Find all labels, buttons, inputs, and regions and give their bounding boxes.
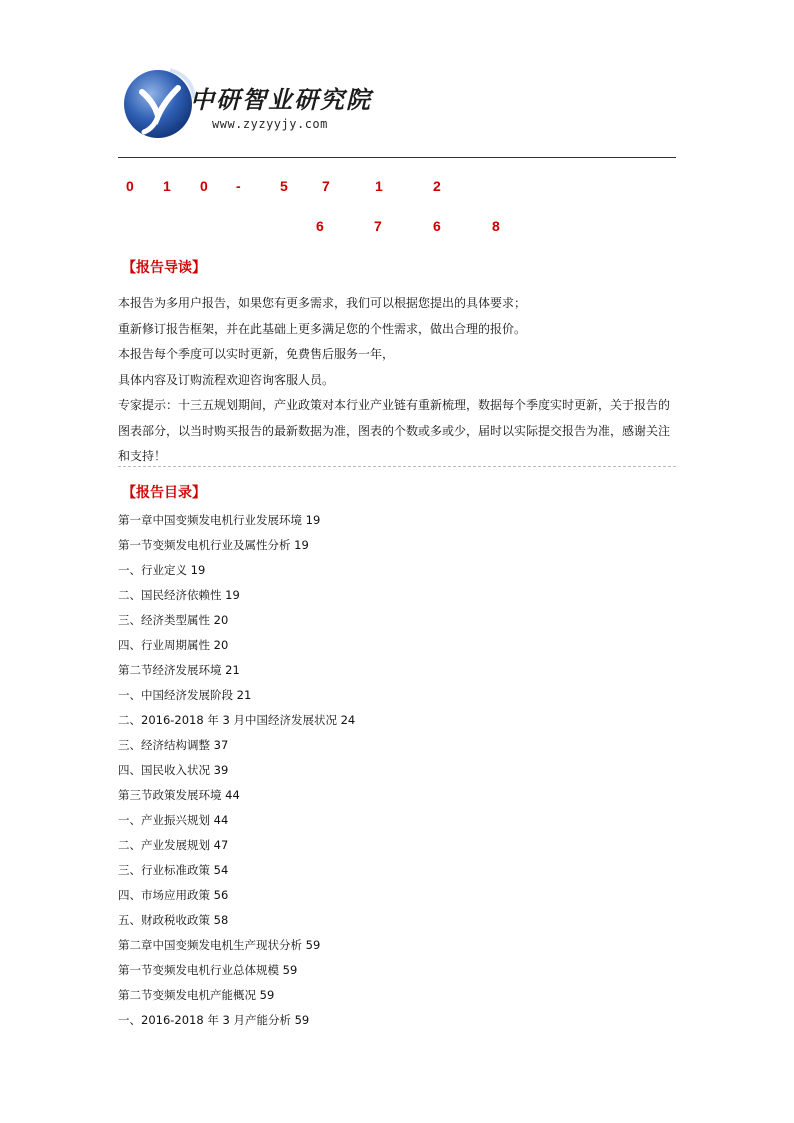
phone-digit: 5 <box>280 178 288 194</box>
toc-item: 三、经济结构调整 37 <box>118 738 229 752</box>
logo-name: 中研智业研究院 <box>190 85 372 114</box>
toc-item: 四、行业周期属性 20 <box>118 638 229 652</box>
toc-title: 【报告目录】 <box>122 485 206 501</box>
phone-digit: 1 <box>163 178 171 194</box>
phone-digit: 6 <box>433 218 441 234</box>
phone-digit: 1 <box>375 178 383 194</box>
phone-digit: 2 <box>433 178 441 194</box>
globe-logo-icon <box>120 62 200 142</box>
guide-paragraph: 具体内容及订购流程欢迎咨询客服人员。 <box>118 372 335 387</box>
guide-paragraph: 重新修订报告框架，并在此基础上更多满足您的个性需求，做出合理的报价。 <box>118 321 527 336</box>
toc-item: 二、国民经济依赖性 19 <box>118 588 240 602</box>
toc-item: 一、2016-2018 年 3 月产能分析 59 <box>118 1013 310 1027</box>
phone-digit: 8 <box>492 218 500 234</box>
toc-item: 五、财政税收政策 58 <box>118 913 229 927</box>
phone-digit: 7 <box>322 178 330 194</box>
guide-title: 【报告导读】 <box>122 260 206 276</box>
guide-paragraph: 专家提示：十三五规划期间，产业政策对本行业产业链有重新梳理，数据每个季度实时更新，关于报告的图表部分，以当时购买报告的最新数据为准，图表的个数或多或少，届时以实际提交报告为准，感谢关注和支持！ <box>118 398 671 463</box>
guide-paragraph: 本报告每个季度可以实时更新，免费售后服务一年， <box>118 347 395 361</box>
toc-item: 一、中国经济发展阶段 21 <box>118 688 252 702</box>
toc-item: 一、产业振兴规划 44 <box>118 813 229 827</box>
guide-text <box>118 291 678 470</box>
toc-item: 四、国民收入状况 39 <box>118 763 229 777</box>
phone-digit: 0 <box>126 178 134 194</box>
phone-digit: 0 <box>200 178 208 194</box>
phone-row-2 <box>0 218 794 238</box>
toc-item: 第二节变频发电机产能概况 59 <box>118 988 275 1002</box>
toc-item: 第一节变频发电机行业及属性分析 19 <box>118 538 309 552</box>
section-divider <box>118 466 676 467</box>
toc-list <box>118 508 355 1033</box>
toc-item: 二、产业发展规划 47 <box>118 838 229 852</box>
logo-url: www.zyzyyjy.com <box>212 117 328 131</box>
toc-item: 三、行业标准政策 54 <box>118 863 229 877</box>
phone-digit: 6 <box>316 218 324 234</box>
header-divider <box>118 157 676 158</box>
toc-item: 第一节变频发电机行业总体规模 59 <box>118 963 298 977</box>
toc-item: 二、2016-2018 年 3 月中国经济发展状况 24 <box>118 713 356 727</box>
guide-paragraph: 本报告为多用户报告，如果您有更多需求，我们可以根据您提出的具体要求； <box>118 296 527 310</box>
phone-digit: - <box>236 178 241 194</box>
toc-item: 第一章中国变频发电机行业发展环境 19 <box>118 513 321 527</box>
toc-item: 第二章中国变频发电机生产现状分析 59 <box>118 938 321 952</box>
toc-item: 三、经济类型属性 20 <box>118 613 229 627</box>
toc-item: 一、行业定义 19 <box>118 563 206 577</box>
toc-item: 第二节经济发展环境 21 <box>118 663 240 677</box>
phone-digit: 7 <box>374 218 382 234</box>
phone-row-1 <box>0 178 794 198</box>
toc-item: 四、市场应用政策 56 <box>118 888 229 902</box>
toc-item: 第三节政策发展环境 44 <box>118 788 240 802</box>
